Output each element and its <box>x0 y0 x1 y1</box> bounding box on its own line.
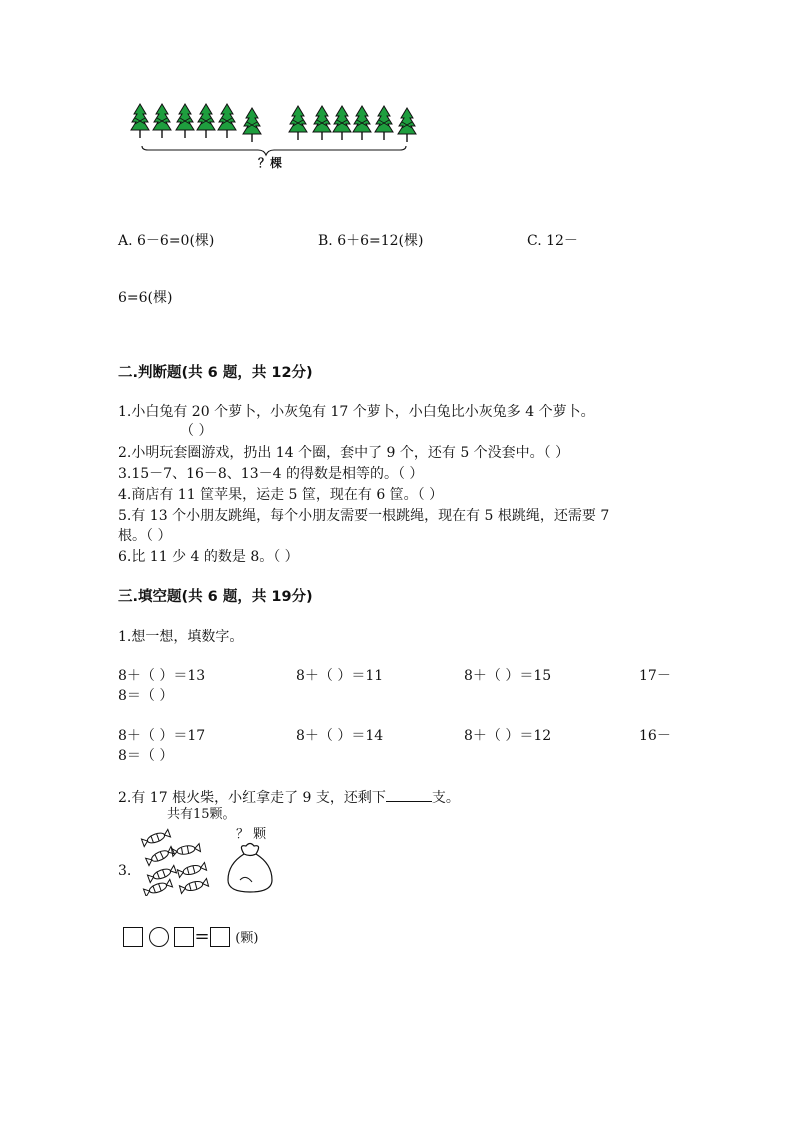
judge-item: 2.小明玩套圈游戏，扔出 14 个圈，套中了 9 个，还有 5 个没套中。（ ） <box>118 445 570 461</box>
equation-continued: 8＝（ ） <box>118 748 174 764</box>
answer-blank[interactable] <box>386 789 432 802</box>
judge-item: （ ） <box>180 423 213 439</box>
fill-q2-text: 2.有 17 根火柴，小红拿走了 9 支，还剩下 <box>118 790 386 806</box>
unit-label: (颗) <box>235 931 259 946</box>
equals-sign: = <box>194 926 210 947</box>
judge-item: 根。（ ） <box>118 528 172 544</box>
tree-group-right <box>289 106 416 142</box>
brace-label: ？棵 <box>258 156 283 170</box>
section-3-title: 三.填空题(共 6 题，共 19分) <box>118 589 313 605</box>
section-2-title: 二.判断题(共 6 题，共 12分) <box>118 365 313 381</box>
judge-item: 1.小白兔有 20 个萝卜，小灰兔有 17 个萝卜，小白兔比小灰兔多 4 个萝卜。 <box>118 404 595 420</box>
option-a: A. 6－6=0(棵) <box>118 233 215 249</box>
equation: 16－ <box>639 728 671 744</box>
judge-item: 3.15－7、16－8、13－4 的得数是相等的。（ ） <box>118 466 424 482</box>
bag-caption: ？ 颗 <box>236 827 267 842</box>
answer-box[interactable] <box>174 927 194 947</box>
operator-circle[interactable] <box>149 927 169 947</box>
fill-q2-unit: 支。 <box>431 790 460 806</box>
bag-figure <box>222 840 278 894</box>
option-c-continued: 6=6(棵) <box>118 290 173 306</box>
q3-equation <box>123 926 258 947</box>
equation: 17－ <box>639 668 671 684</box>
equation: 8＋（ ）＝13 <box>118 668 206 684</box>
judge-item: 6.比 11 少 4 的数是 8。（ ） <box>118 549 299 565</box>
judge-item: 4.商店有 11 筐苹果，运走 5 筐，现在有 6 筐。（ ） <box>118 487 444 503</box>
option-b: B. 6＋6=12(棵) <box>318 233 424 249</box>
equation: 8＋（ ）＝15 <box>464 668 552 684</box>
answer-box[interactable] <box>123 927 143 947</box>
equation: 8＋（ ）＝12 <box>464 728 552 744</box>
equation-continued: 8＝（ ） <box>118 688 174 704</box>
judge-item: 5.有 13 个小朋友跳绳，每个小朋友需要一根跳绳，现在有 5 根跳绳，还需要 7 <box>118 508 610 524</box>
candy-total-caption: 共有15颗。 <box>167 807 236 822</box>
equation: 8＋（ ）＝17 <box>118 728 206 744</box>
answer-box[interactable] <box>210 927 230 947</box>
equation: 8＋（ ）＝11 <box>296 668 384 684</box>
option-c: C. 12－ <box>527 233 578 249</box>
equation: 8＋（ ）＝14 <box>296 728 384 744</box>
q3-number: 3. <box>118 863 132 879</box>
tree-group-left <box>131 104 261 142</box>
candies-figure <box>138 826 218 896</box>
fill-q1-title: 1.想一想，填数字。 <box>118 629 244 645</box>
